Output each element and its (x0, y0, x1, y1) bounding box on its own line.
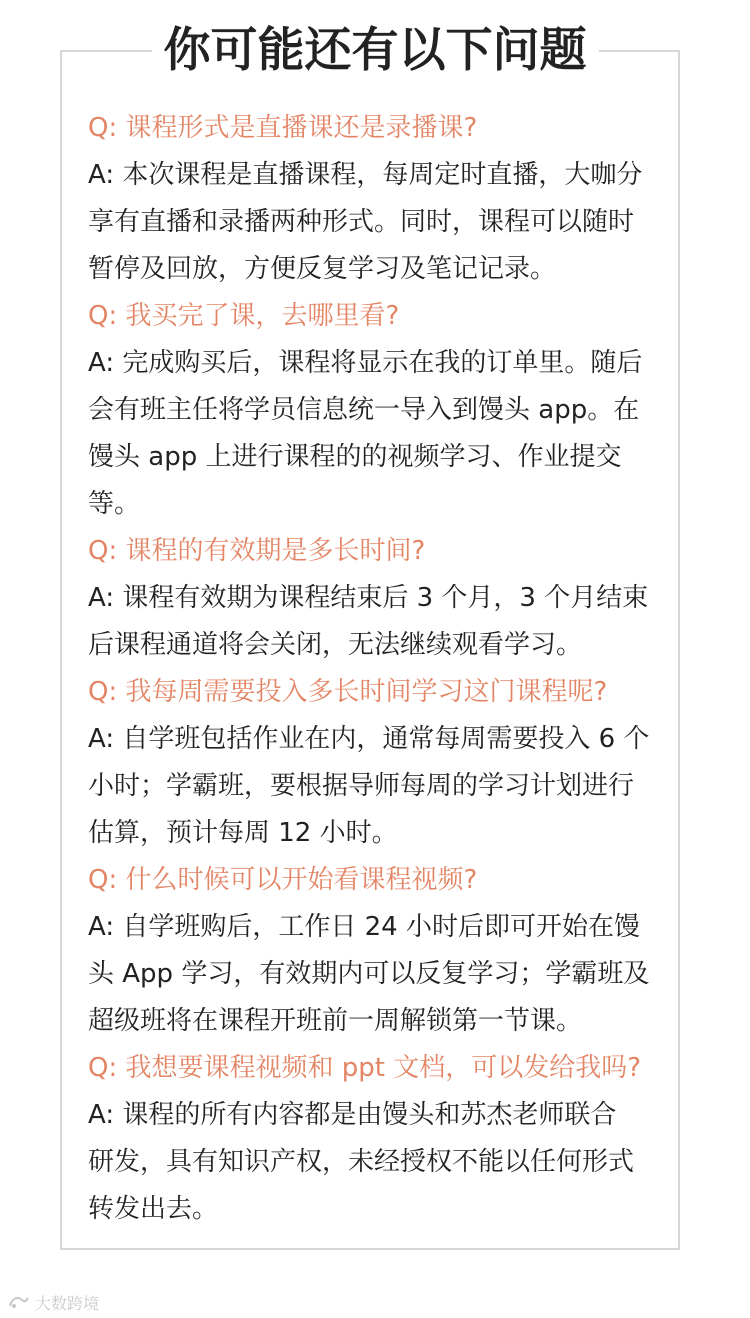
faq-answer (88, 904, 678, 1045)
faq-answer (88, 340, 678, 528)
faq-answer-line: 等。 (88, 489, 141, 519)
faq-answer-line: A: 课程有效期为课程结束后 3 个月，3 个月结束 (88, 583, 649, 613)
faq-answer-line: A: 本次课程是直播课程，每周定时直播，大咖分 (88, 160, 643, 190)
faq-item (88, 669, 678, 857)
faq-answer (88, 1092, 678, 1233)
faq-answer-line: 后课程通道将会关闭，无法继续观看学习。 (88, 630, 583, 660)
faq-answer-line: 暂停及回放，方便反复学习及笔记记录。 (88, 254, 557, 284)
faq-answer-line: 研发，具有知识产权，未经授权不能以任何形式 (88, 1147, 635, 1177)
brand-logo-icon (8, 1294, 30, 1310)
faq-item (88, 293, 678, 528)
faq-question: Q: 什么时候可以开始看课程视频? (88, 865, 478, 895)
faq-answer-line: 享有直播和录播两种形式。同时，课程可以随时 (88, 207, 635, 237)
faq-question: Q: 课程形式是直播课还是录播课? (88, 113, 478, 143)
faq-answer-line: 估算，预计每周 12 小时。 (88, 818, 398, 848)
faq-answer (88, 716, 678, 857)
faq-answer-line: A: 自学班购后，工作日 24 小时后即可开始在馒 (88, 912, 640, 942)
faq-question: Q: 课程的有效期是多长时间? (88, 536, 426, 566)
page-title: 你可能还有以下问题 (152, 22, 599, 80)
faq-answer-line: 头 App 学习，有效期内可以反复学习；学霸班及 (88, 959, 650, 989)
faq-question: Q: 我每周需要投入多长时间学习这门课程呢? (88, 677, 608, 707)
faq-list (88, 105, 678, 1233)
faq-item (88, 528, 678, 669)
watermark-text: 大数跨境 (35, 1293, 100, 1313)
faq-item (88, 105, 678, 293)
faq-answer-line: A: 自学班包括作业在内，通常每周需要投入 6 个 (88, 724, 650, 754)
watermark (8, 1290, 99, 1314)
faq-answer (88, 575, 678, 669)
faq-answer-line: 馒头 app 上进行课程的的视频学习、作业提交 (88, 442, 622, 472)
faq-item (88, 1045, 678, 1233)
faq-answer-line: A: 完成购买后，课程将显示在我的订单里。随后 (88, 348, 643, 378)
faq-answer-line: 转发出去。 (88, 1194, 219, 1224)
faq-answer-line: A: 课程的所有内容都是由馒头和苏杰老师联合 (88, 1100, 617, 1130)
faq-answer-line: 会有班主任将学员信息统一导入到馒头 app。在 (88, 395, 640, 425)
faq-answer (88, 152, 678, 293)
faq-answer-line: 超级班将在课程开班前一周解锁第一节课。 (88, 1006, 583, 1036)
faq-answer-line: 小时；学霸班，要根据导师每周的学习计划进行 (88, 771, 635, 801)
faq-item (88, 857, 678, 1045)
faq-question: Q: 我想要课程视频和 ppt 文档，可以发给我吗? (88, 1053, 642, 1083)
faq-question: Q: 我买完了课，去哪里看? (88, 301, 400, 331)
